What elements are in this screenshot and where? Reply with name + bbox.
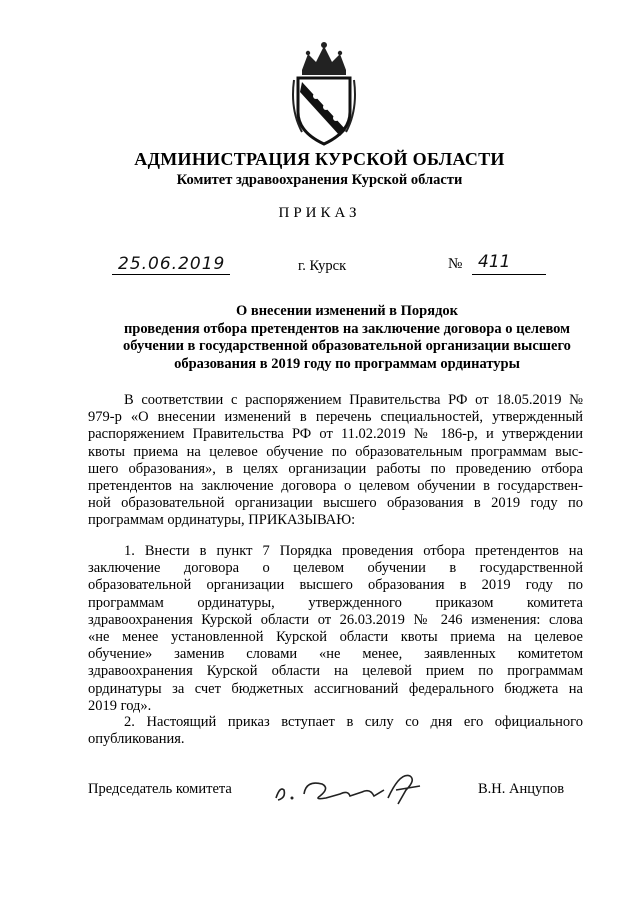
organization-title: АДМИНИСТРАЦИЯ КУРСКОЙ ОБЛАСТИ <box>134 149 505 169</box>
document-date: 25.06.2019 <box>118 254 226 274</box>
document-city: г. Курск <box>298 258 347 274</box>
paragraph-line: претендентов на заключение договора о целевом обучении в государствен- <box>88 478 583 495</box>
paragraph-item-1 <box>88 543 583 715</box>
signer-name: В.Н. Анцупов <box>478 781 565 797</box>
paragraph-line: обучение» заменив словами «не менее, заявленных комитетом <box>88 646 583 663</box>
paragraph-line: заключение договора о целевом обучении в государственной <box>88 560 583 577</box>
paragraph-line: здравоохранения Курской области на целевой прием по программам <box>88 663 583 680</box>
paragraph-line: здравоохранения Курской области от 26.03.2019 № 246 изменения: слова <box>88 611 583 628</box>
signer-title: Председатель комитета <box>88 781 232 797</box>
number-label: № <box>448 256 463 272</box>
paragraph-line: ной образовательной организации высшего образования в 2019 году по <box>88 495 583 512</box>
paragraph-line: 1. Внести в пункт 7 Порядка проведения отбора претендентов на <box>124 543 583 559</box>
date-underline <box>112 274 230 275</box>
document-number: 411 <box>478 252 511 272</box>
subject-line: образования в 2019 году по программам ординатуры <box>174 355 520 372</box>
paragraph-line: образовательной организации высшего образования в 2019 году по <box>88 577 583 594</box>
paragraph-line: программам ординатуры, ПРИКАЗЫВАЮ: <box>88 512 356 529</box>
subject-line: обучении в государственной образовательной организации высшего <box>123 338 571 354</box>
paragraph-line: 2019 год». <box>88 697 152 714</box>
department-name: Комитет здравоохранения Курской области <box>176 172 463 188</box>
paragraph-item-2 <box>88 714 583 748</box>
paragraph-line: программам ординатуры, утвержденного приказом комитета <box>88 594 583 611</box>
paragraph-line: 979-р «О внесении изменений в перечень специальностей, утвержденный <box>88 409 583 426</box>
paragraph-line: 2. Настоящий приказ вступает в силу со дня его официального <box>124 714 583 730</box>
paragraph-line: опубликования. <box>88 731 185 748</box>
document-type: ПРИКАЗ <box>278 205 361 221</box>
number-underline <box>472 274 546 275</box>
document-subject <box>112 303 582 373</box>
subject-line: О внесении изменений в Порядок <box>235 303 459 319</box>
paragraph-line: квоты приема на целевое обучение по образовательным программам выс- <box>88 443 583 460</box>
handwritten-signature <box>270 768 440 810</box>
paragraph-preamble <box>88 392 583 530</box>
coat-of-arms-emblem <box>288 40 360 148</box>
paragraph-line: В соответствии с распоряжением Правительства РФ от 18.05.2019 № <box>124 392 583 408</box>
paragraph-line: распоряжением Правительства РФ от 11.02.2019 № 186-р, и утверждении <box>88 426 583 443</box>
paragraph-line: «не менее установленной Курской области квоты приема на целевое <box>88 629 583 646</box>
paragraph-line: ординатуры за счет бюджетных ассигнований федерального бюджета на <box>88 680 583 697</box>
subject-line: проведения отбора претендентов на заключение договора о целевом <box>123 320 571 337</box>
paragraph-line: шего образования», в целях организации работы по проведению отбора <box>88 460 583 477</box>
